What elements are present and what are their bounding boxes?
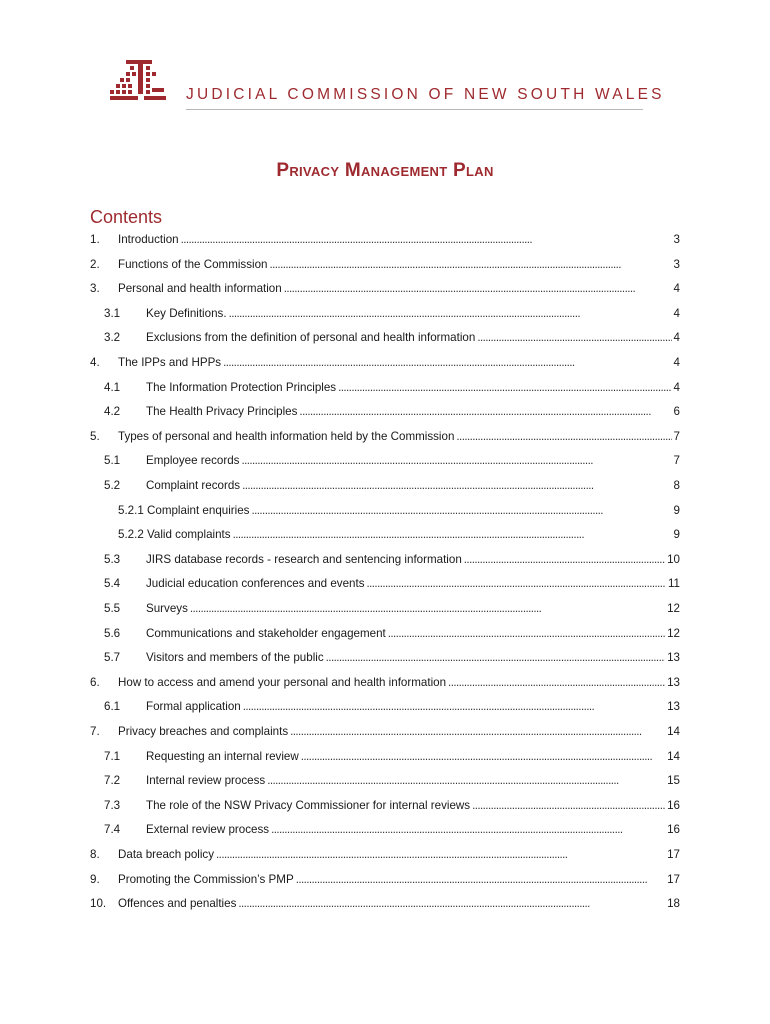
toc-entry-page: 8 [673,479,680,492]
toc-entry-page: 14 [667,749,680,763]
organisation-name: JUDICIAL COMMISSION OF NEW SOUTH WALES [186,86,665,103]
toc-entry-number: 5.4 [104,577,121,591]
toc-dot-leader [464,550,665,570]
toc-entry[interactable] [104,328,680,348]
toc-entry[interactable] [104,796,680,816]
toc-entry-number: 10. [90,897,107,911]
toc-entry-title: Requesting an internal review [146,749,299,763]
toc-entry-page: 11 [667,577,680,591]
toc-entry[interactable] [104,451,680,471]
toc-entry-number: 4.2 [104,405,121,419]
toc-entry[interactable] [90,673,680,693]
toc-entry-page: 12 [667,602,680,615]
toc-entry-title: Judicial education conferences and events [146,577,365,591]
toc-entry[interactable] [90,845,680,865]
toc-entry-title: External review process [146,823,270,837]
toc-dot-leader [296,870,665,890]
page-header [108,58,665,112]
toc-entry-number: 7. [90,725,100,738]
toc-entry-number: 4. [90,356,100,369]
toc-entry-number: 3.1 [104,306,121,320]
toc-dot-leader [241,451,671,471]
toc-dot-leader [229,304,672,324]
toc-entry-title: 5.2.1 Complaint enquiries [118,503,250,517]
toc-dot-leader [270,255,672,275]
toc-entry-number: 5.2 [104,479,121,492]
toc-entry[interactable] [118,525,680,545]
toc-entry[interactable] [118,501,680,521]
toc-dot-leader [216,845,665,865]
toc-entry-page: 16 [667,798,680,812]
toc-entry-title: Complaint records [146,479,241,492]
toc-entry-page: 13 [667,651,680,665]
toc-entry-page: 7 [673,454,680,468]
toc-entry[interactable] [104,820,680,840]
toc-entry-title: Formal application [146,700,241,714]
toc-entry-title: Key Definitions. [146,306,227,320]
toc-dot-leader [367,574,666,594]
toc-entry-page: 7 [673,429,680,443]
toc-entry-page: 3 [673,257,680,271]
toc-entry-number: 7.4 [104,823,121,837]
toc-entry-number: 5.6 [104,626,121,640]
toc-entry[interactable] [90,255,680,275]
toc-entry[interactable] [104,304,680,324]
toc-entry-number: 9. [90,872,100,886]
toc-dot-leader [299,402,671,422]
toc-dot-leader [301,747,665,767]
toc-entry-page: 4 [673,282,680,296]
toc-entry-number: 5.5 [104,602,121,615]
toc-entry[interactable] [104,747,680,767]
toc-entry-title: Personal and health information [118,282,282,296]
toc-entry[interactable] [104,624,680,644]
toc-entry-title: Functions of the Commission [118,257,268,271]
toc-entry-page: 12 [667,626,680,640]
toc-entry-number: 7.1 [104,749,121,763]
toc-entry-number: 8. [90,848,100,861]
toc-entry-title: Visitors and members of the public [146,651,324,665]
toc-dot-leader [251,501,671,521]
toc-entry-title: The Information Protection Principles [146,380,337,394]
toc-entry-title: Promoting the Commission’s PMP [118,872,294,886]
toc-entry-title: Communications and stakeholder engagement [146,626,386,640]
toc-entry-title: 5.2.2 Valid complaints [118,528,231,542]
toc-entry[interactable] [104,378,680,398]
toc-entry[interactable] [104,574,680,594]
toc-dot-leader [233,525,672,545]
toc-dot-leader [456,427,671,447]
toc-entry-title: Privacy breaches and complaints [118,725,289,738]
toc-dot-leader [190,599,665,619]
toc-entry-number: 1. [90,233,100,246]
toc-entry[interactable] [90,279,680,299]
toc-dot-leader [271,820,665,840]
toc-dot-leader [238,894,665,914]
toc-entry[interactable] [104,599,680,619]
toc-dot-leader [477,328,671,348]
toc-entry-page: 4 [673,331,680,345]
toc-dot-leader [181,230,672,250]
toc-entry-page: 4 [673,306,680,320]
toc-entry-title: The role of the NSW Privacy Commissioner for internal reviews [146,798,471,812]
toc-entry-number: 4.1 [104,380,121,394]
toc-entry-page: 6 [673,405,680,419]
toc-entry[interactable] [104,697,680,717]
toc-entry-title: Data breach policy [118,848,215,861]
toc-entry-page: 9 [673,528,680,542]
toc-entry-page: 16 [667,823,680,837]
toc-entry-number: 7.2 [104,774,121,788]
toc-dot-leader [223,353,671,373]
toc-entry-number: 5.3 [104,552,121,566]
document-title: Privacy Management Plan [276,160,494,181]
toc-entry-title: JIRS database records - research and sentencing information [146,552,462,566]
toc-entry-page: 17 [667,848,680,861]
toc-entry-title: Exclusions from the definition of personal and health information [146,331,476,345]
toc-dot-leader [290,722,665,742]
toc-entry-number: 6. [90,675,100,689]
toc-entry-title: The IPPs and HPPs [118,356,222,369]
toc-entry-page: 4 [673,380,680,394]
toc-entry-number: 5.7 [104,651,121,665]
toc-entry-title: Internal review process [146,774,266,788]
toc-entry-page: 10 [667,552,680,566]
toc-entry[interactable] [90,722,680,742]
toc-dot-leader [326,648,665,668]
toc-entry[interactable] [104,771,680,791]
toc-entry-number: 3. [90,282,100,296]
toc-entry[interactable] [90,427,680,447]
toc-entry-page: 9 [673,503,680,517]
toc-entry-title: Surveys [146,602,188,615]
toc-dot-leader [267,771,665,791]
toc-entry[interactable] [90,353,680,373]
toc-entry-page: 14 [667,725,680,738]
toc-dot-leader [448,673,665,693]
toc-dot-leader [243,697,665,717]
toc-dot-leader [242,476,671,496]
toc-entry-page: 18 [667,897,680,911]
toc-entry-number: 7.3 [104,798,121,812]
toc-entry-title: The Health Privacy Principles [146,405,298,419]
toc-entry-number: 2. [90,257,100,271]
toc-entry-page: 4 [673,356,680,369]
toc-entry-number: 5.1 [104,454,121,468]
toc-entry[interactable] [90,894,680,914]
toc-entry-number: 3.2 [104,331,121,345]
toc-entry-page: 13 [667,675,680,689]
toc-entry[interactable] [104,476,680,496]
toc-entry[interactable] [104,550,680,570]
toc-entry[interactable] [90,230,680,250]
toc-entry[interactable] [90,870,680,890]
toc-entry-title: Employee records [146,454,240,468]
toc-entry-page: 3 [673,233,680,246]
toc-entry-page: 13 [667,700,680,714]
toc-dot-leader [338,378,671,398]
jc-logo-icon [108,58,168,104]
toc-entry-page: 15 [667,774,680,788]
toc-entry[interactable] [104,648,680,668]
toc-dot-leader [388,624,665,644]
contents-heading: Contents [90,207,163,227]
toc-dot-leader [284,279,672,299]
toc-entry-page: 17 [667,872,680,886]
toc-entry-title: Types of personal and health information held by the Commission [118,429,455,443]
toc-entry-title: Introduction [118,233,179,246]
toc-dot-leader [472,796,665,816]
toc-entry-number: 5. [90,429,100,443]
toc-entry-title: How to access and amend your personal and health information [118,675,447,689]
header-divider [186,109,643,110]
toc-entry-number: 6.1 [104,700,121,714]
toc-entry[interactable] [104,402,680,422]
toc-entry-title: Offences and penalties [118,897,237,911]
